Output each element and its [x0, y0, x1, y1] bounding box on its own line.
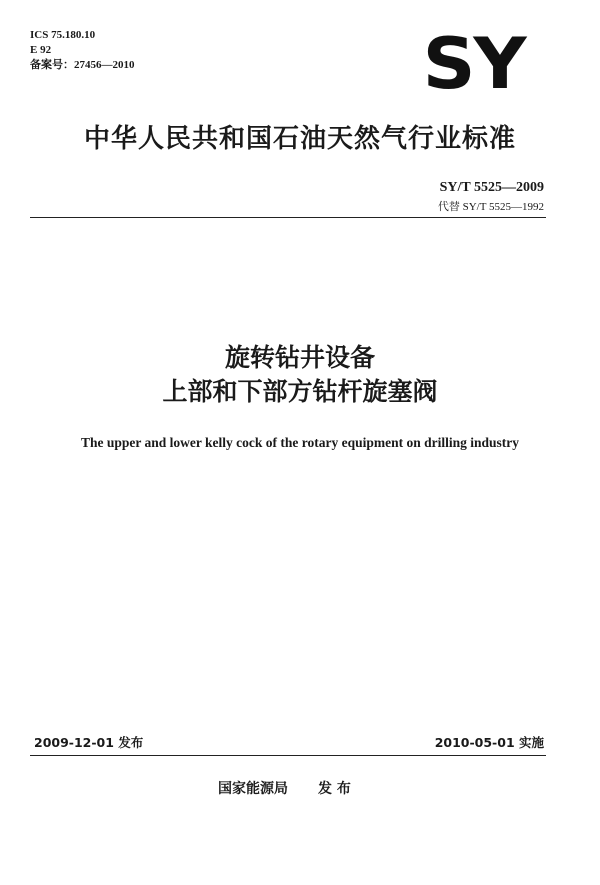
- ics-code: ICS 75.180.10: [30, 29, 96, 41]
- sy-logo: SY: [422, 23, 525, 105]
- filing-number: 备案号：27456—2010: [30, 59, 135, 71]
- bottom-divider: [30, 755, 546, 756]
- issue-date: 2009-12-01 发布: [34, 735, 144, 750]
- publisher-name: 国家能源局: [218, 781, 288, 797]
- ccs-code: E 92: [30, 44, 52, 56]
- implementation-date: 2010-05-01 实施: [434, 735, 544, 750]
- organization-title: 中华人民共和国石油天然气行业标准: [83, 124, 516, 154]
- publisher: [218, 778, 351, 798]
- replaces-standard: 代替 SY/T 5525—1992: [437, 201, 544, 213]
- title-line-2: 上部和下部方钻杆旋塞阀: [162, 377, 438, 406]
- top-divider: [30, 217, 546, 218]
- english-title: The upper and lower kelly cock of the rotary equipment on drilling industry: [80, 435, 520, 450]
- standard-number: SY/T 5525—2009: [439, 180, 544, 195]
- publisher-action: 发 布: [318, 781, 351, 797]
- title-line-1: 旋转钻井设备: [224, 343, 375, 372]
